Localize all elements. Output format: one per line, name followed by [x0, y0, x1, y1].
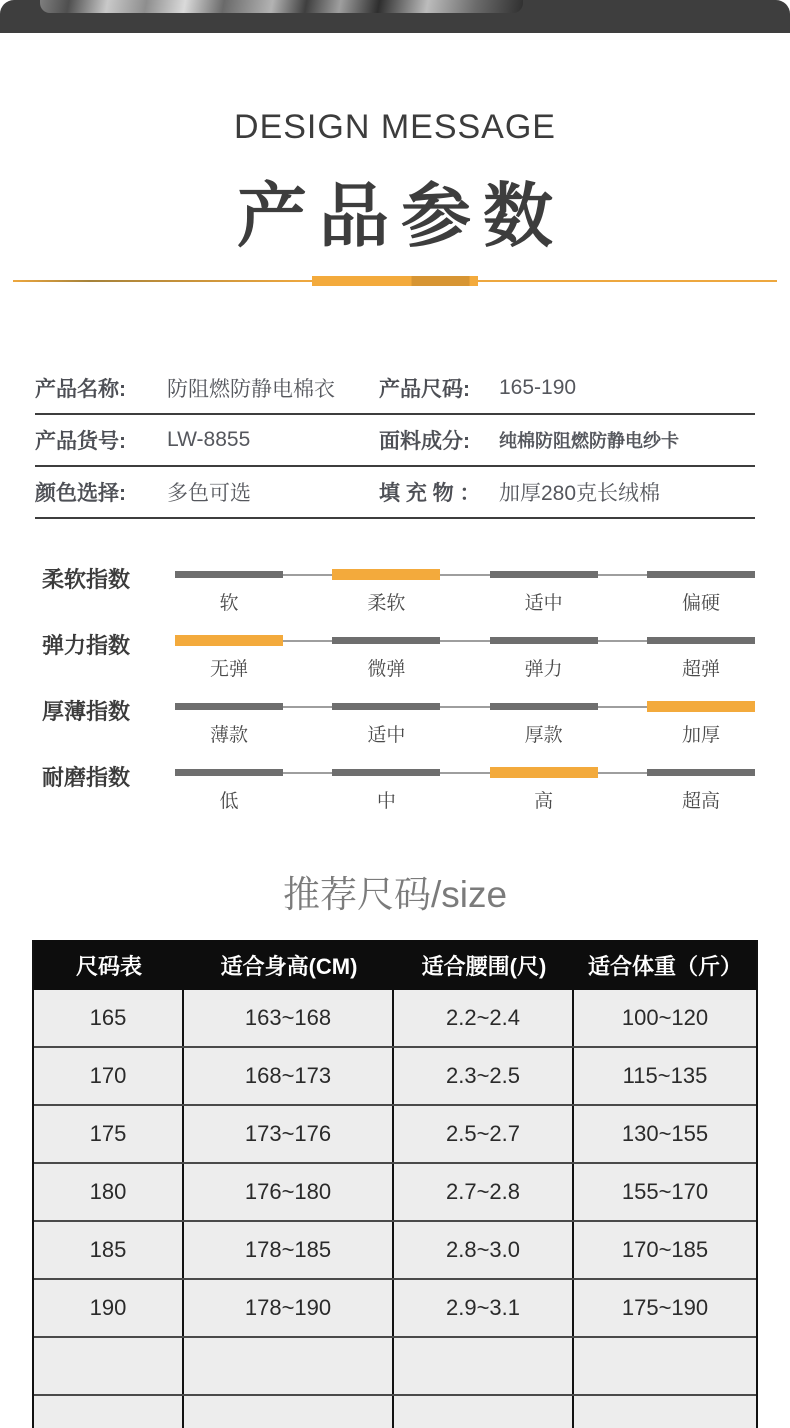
index-option	[175, 698, 283, 746]
index-label-abrasion: 耐磨指数	[42, 765, 131, 790]
size-cell	[34, 1338, 184, 1394]
index-segment	[647, 769, 755, 776]
index-option	[490, 698, 598, 746]
index-track	[175, 698, 755, 746]
info-value-color: 多色可选	[167, 482, 251, 505]
divider-accent-bar	[312, 276, 478, 286]
info-label-filling: 填 充 物 ：	[379, 482, 481, 505]
index-option-label: 厚款	[524, 725, 563, 746]
title-divider	[0, 272, 790, 290]
size-table-row	[34, 1222, 756, 1280]
size-table-row-empty	[34, 1396, 756, 1428]
index-row-softness	[0, 552, 790, 618]
index-option-label: 适中	[367, 725, 406, 746]
index-segment	[490, 571, 598, 578]
info-label-fabric: 面料成分:	[379, 430, 470, 453]
index-option-label: 弹力	[524, 659, 563, 680]
info-label-product-sku: 产品货号:	[35, 430, 126, 453]
size-table-row	[34, 1280, 756, 1338]
index-option	[332, 764, 440, 812]
size-table	[32, 940, 758, 1428]
info-value-product-sku: LW-8855	[167, 428, 251, 451]
size-cell: 176~180	[184, 1164, 394, 1220]
index-option-label: 柔软	[367, 593, 406, 614]
index-option	[490, 632, 598, 680]
index-option	[647, 764, 755, 812]
size-cell: 178~190	[184, 1280, 394, 1336]
top-banner	[0, 0, 790, 33]
index-segment	[332, 769, 440, 776]
info-label-product-size: 产品尺码:	[379, 378, 470, 401]
size-cell	[184, 1396, 394, 1428]
index-segment	[647, 571, 755, 578]
index-segment	[647, 637, 755, 644]
index-row-elasticity	[0, 618, 790, 684]
size-cell	[394, 1396, 574, 1428]
info-row-name-size	[35, 363, 755, 415]
index-option-label: 软	[219, 593, 239, 614]
size-col-header-waist: 适合腰围(尺)	[421, 953, 547, 979]
info-value-filling: 加厚280克长绒棉	[499, 482, 661, 505]
index-segment	[490, 767, 598, 778]
size-cell: 155~170	[621, 1179, 709, 1204]
index-segment	[490, 637, 598, 644]
index-option-label: 高	[534, 791, 554, 812]
size-cell: 173~176	[184, 1106, 394, 1162]
index-track	[175, 764, 755, 812]
index-option	[490, 566, 598, 614]
size-cell	[184, 1338, 394, 1394]
size-table-row	[34, 1164, 756, 1222]
size-col-header-weight: 适合体重（斤）	[587, 953, 742, 979]
size-cell: 2.9~3.1	[394, 1280, 574, 1336]
index-option	[332, 632, 440, 680]
size-cell	[574, 1338, 756, 1394]
index-option	[647, 566, 755, 614]
index-option	[175, 632, 283, 680]
index-label-softness: 柔软指数	[42, 567, 131, 592]
size-section-heading: 推荐尺码/size	[282, 874, 508, 915]
info-value-product-size: 165-190	[499, 376, 577, 399]
size-cell: 170~185	[621, 1237, 709, 1262]
product-photo-strip	[40, 0, 523, 13]
size-cell: 2.3~2.5	[394, 1048, 574, 1104]
size-cell	[574, 1396, 756, 1428]
product-info-table	[35, 363, 755, 519]
index-row-abrasion	[0, 750, 790, 816]
size-table-header	[34, 940, 756, 990]
index-option	[175, 566, 283, 614]
index-segment	[175, 703, 283, 710]
size-cell: 165	[34, 990, 184, 1046]
size-cell	[394, 1338, 574, 1394]
index-segment	[647, 701, 755, 712]
size-cell: 170	[34, 1048, 184, 1104]
index-label-thickness: 厚薄指数	[42, 699, 131, 724]
index-option	[332, 566, 440, 614]
index-option	[647, 632, 755, 680]
index-option-label: 无弹	[209, 659, 248, 680]
index-segment	[332, 703, 440, 710]
index-option	[647, 698, 755, 746]
size-cell: 2.2~2.4	[394, 990, 574, 1046]
size-table-row	[34, 1106, 756, 1164]
info-row-color-filling	[35, 467, 755, 519]
index-option-label: 微弹	[367, 659, 406, 680]
index-track	[175, 632, 755, 680]
size-cell: 130~155	[621, 1121, 709, 1146]
size-cell: 2.5~2.7	[394, 1106, 574, 1162]
index-option	[490, 764, 598, 812]
size-cell: 178~185	[184, 1222, 394, 1278]
index-option	[175, 764, 283, 812]
size-cell: 100~120	[621, 1005, 709, 1030]
index-segment	[332, 569, 440, 580]
info-label-product-name: 产品名称:	[35, 378, 126, 401]
size-cell: 115~135	[622, 1063, 708, 1088]
index-label-elasticity: 弹力指数	[42, 633, 131, 658]
index-track	[175, 566, 755, 614]
size-table-row-empty	[34, 1338, 756, 1396]
info-value-fabric: 纯棉防阻燃防静电纱卡	[499, 431, 679, 451]
size-cell: 2.7~2.8	[394, 1164, 574, 1220]
index-segment	[490, 703, 598, 710]
index-sliders	[0, 552, 790, 816]
size-cell	[34, 1396, 184, 1428]
info-label-color: 颜色选择:	[35, 482, 126, 505]
section-eyebrow: DESIGN MESSAGE	[234, 108, 556, 146]
size-cell: 185	[34, 1222, 184, 1278]
index-segment	[332, 637, 440, 644]
size-table-row	[34, 990, 756, 1048]
size-cell: 190	[34, 1280, 184, 1336]
size-col-header-size: 尺码表	[75, 953, 142, 979]
size-cell: 175~190	[621, 1295, 709, 1320]
index-option-label: 加厚	[681, 725, 720, 746]
index-option-label: 适中	[524, 593, 563, 614]
size-cell: 180	[34, 1164, 184, 1220]
size-table-row	[34, 1048, 756, 1106]
size-col-header-height: 适合身高(CM)	[220, 953, 358, 979]
index-option-label: 中	[376, 791, 396, 812]
size-cell: 168~173	[184, 1048, 394, 1104]
index-option-label: 薄款	[209, 725, 248, 746]
index-row-thickness	[0, 684, 790, 750]
index-option-label: 超弹	[681, 659, 720, 680]
size-cell: 163~168	[184, 990, 394, 1046]
size-cell: 175	[34, 1106, 184, 1162]
section-title: 产品参数	[237, 177, 565, 255]
index-option-label: 超高	[681, 791, 720, 812]
index-option-label: 偏硬	[681, 593, 720, 614]
info-value-product-name: 防阻燃防静电棉衣	[167, 378, 335, 401]
size-cell: 2.8~3.0	[394, 1222, 574, 1278]
index-option-label: 低	[219, 791, 239, 812]
index-option	[332, 698, 440, 746]
index-segment	[175, 571, 283, 578]
index-segment	[175, 769, 283, 776]
info-row-sku-fabric	[35, 415, 755, 467]
index-segment	[175, 635, 283, 646]
